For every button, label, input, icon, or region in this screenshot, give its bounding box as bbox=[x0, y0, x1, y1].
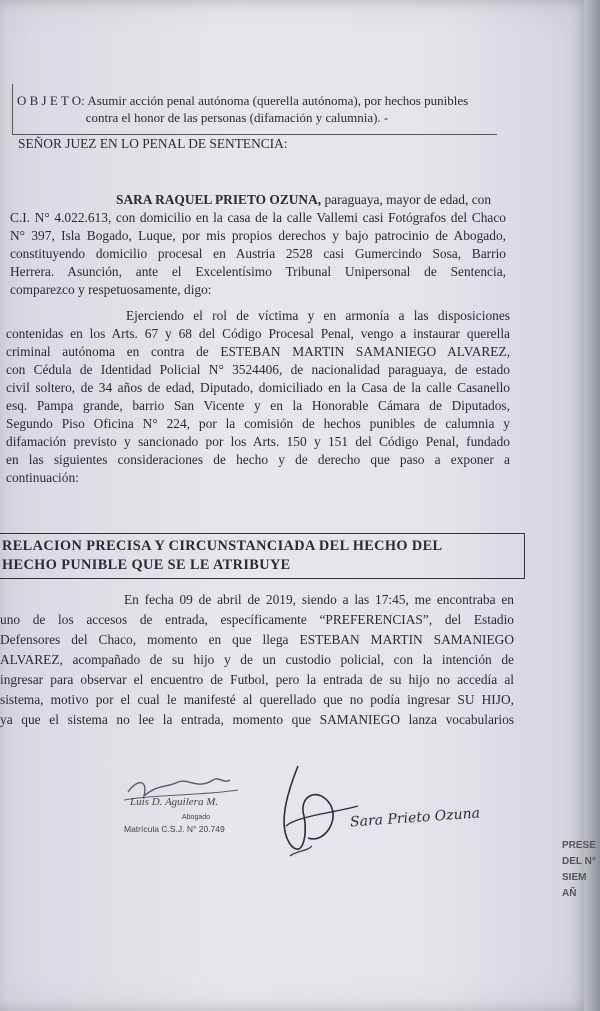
intro-line-5: Herrera. Asunción, ante el Excelentísimo Tribunal Unipersonal de Sentencia, bbox=[10, 264, 506, 279]
intro-line-1-rest: paraguaya, mayor de edad, con bbox=[321, 192, 492, 207]
section-heading bbox=[0, 533, 525, 579]
objeto-box bbox=[12, 84, 497, 135]
intro-line-6: comparezco y respetuosamente, digo: bbox=[10, 282, 212, 297]
para2-line-8: difamación previsto y sancionado por los Arts. 150 y 151 del Código Penal, fundado bbox=[6, 434, 510, 449]
reception-stamp-line-3: SIEM bbox=[562, 872, 587, 883]
intro-line-3: N° 397, Isla Bogado, Luque, por mis propios derechos y bajo patrocinio de Abogado, bbox=[10, 228, 506, 243]
lawyer-name: Luis D. Aguilera M. bbox=[130, 796, 219, 808]
reception-stamp-line-1: PRESE bbox=[562, 840, 596, 851]
section-heading-line-1: RELACION PRECISA Y CIRCUNSTANCIADA DEL HECHO DEL bbox=[2, 538, 443, 554]
para2-line-6: esq. Pampa grande, barrio San Vicente y en la Honorable Cámara de Diputados, bbox=[6, 398, 510, 413]
para2-line-7: Segundo Piso Oficina N° 224, por la comisión de hechos punibles de calumnia y bbox=[6, 416, 510, 431]
para2-line-10: continuación: bbox=[6, 470, 79, 485]
intro-line-2: C.I. N° 4.022.613, con domicilio en la casa de la calle Vallemi casi Fotógrafos del Chaco bbox=[10, 210, 506, 225]
para3-line-7: ya que el sistema no lee la entrada, momento que SAMANIEGO lanza vocabularios bbox=[0, 712, 514, 727]
para2-line-5: civil soltero, de 34 años de edad, Diputado, domiciliado en la Casa de la calle Casanello bbox=[6, 380, 510, 395]
para3-line-6: sistema, motivo por el cual le manifesté al querellado que no podía ingresar SU HIJO, bbox=[0, 692, 514, 707]
addressee: SEÑOR JUEZ EN LO PENAL DE SENTENCIA: bbox=[18, 136, 288, 151]
para3-line-4: ALVAREZ, acompañado de su hijo y de un custodio policial, con la intención de bbox=[0, 652, 514, 667]
client-signature: Sara Prieto Ozuna bbox=[349, 805, 481, 831]
reception-stamp-line-2: DEL N° bbox=[562, 856, 596, 867]
para2-line-4: con Cédula de Identidad Policial N° 3524406, de nacionalidad paraguaya, de estado bbox=[6, 362, 510, 377]
intro-line-1 bbox=[116, 192, 506, 208]
plaintiff-name: SARA RAQUEL PRIETO OZUNA, bbox=[116, 192, 322, 207]
objeto-line-1: O B J E T O: Asumir acción penal autónoma (querella autónoma), por hechos punibles bbox=[17, 93, 469, 108]
reception-stamp-line-4: AÑ bbox=[562, 888, 577, 899]
para3-line-3: Defensores del Chaco, momento en que llega ESTEBAN MARTIN SAMANIEGO bbox=[0, 632, 514, 647]
lawyer-title: Abogado bbox=[182, 814, 211, 821]
para2-line-2: contenidas en los Arts. 67 y 68 del Código Procesal Penal, vengo a instaurar querella bbox=[6, 326, 510, 341]
reception-stamp bbox=[562, 838, 596, 902]
para3-line-5: ingresar para observar el encuentro de Futbol, pero la entrada de su hijo no accedía al bbox=[0, 672, 514, 687]
para3-line-1: En fecha 09 de abril de 2019, siendo a las 17:45, me encontraba en bbox=[124, 592, 514, 607]
para2-line-3: criminal autónoma en contra de ESTEBAN MARTIN SAMANIEGO ALVAREZ, bbox=[6, 344, 510, 359]
para2-line-1: Ejerciendo el rol de víctima y en armonía a las disposiciones bbox=[126, 308, 510, 323]
para3-line-2: uno de los accesos de entrada, específicamente “PREFERENCIAS”, del Estadio bbox=[0, 612, 514, 627]
objeto-line-2: contra el honor de las personas (difamación y calumnia). - bbox=[85, 110, 389, 125]
para2-line-9: en las siguientes consideraciones de hecho y de derecho que paso a exponer a bbox=[6, 452, 510, 467]
lawyer-matricula: Matrícula C.S.J. N° 20.749 bbox=[124, 824, 225, 834]
client-signature-mark bbox=[268, 756, 368, 866]
section-heading-line-2: HECHO PUNIBLE QUE SE LE ATRIBUYE bbox=[2, 557, 291, 573]
intro-line-4: constituyendo domicilio procesal en Austria 2528 casi Gumercindo Sosa, Barrio bbox=[10, 246, 506, 261]
